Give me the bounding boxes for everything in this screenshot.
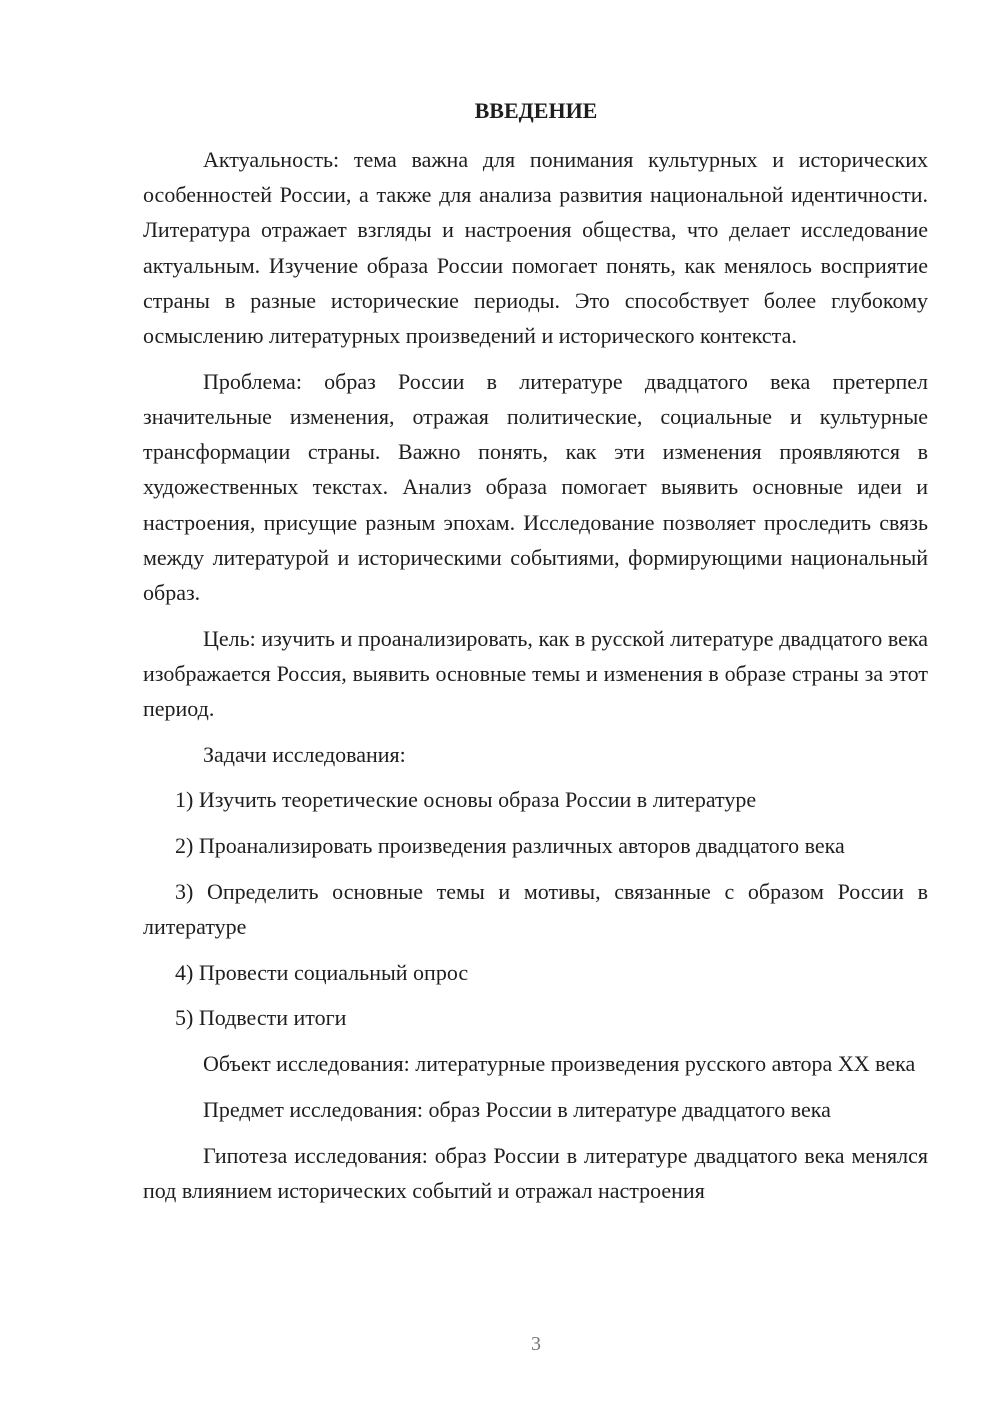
problem-paragraph: Проблема: образ России в литературе двадцатого века претерпел значительные изменения, отражая политические, социальные и культурные трансформации страны. Важно понять, как эти изменения проявляются в художественных текстах. Анализ образа помогает выявить основные идеи и настроения, присущие разным эпохам. Исследование позволяет проследить связь между литературой и историческими событиями, формирующими национальный образ. <box>143 368 928 605</box>
page-body <box>143 142 928 1218</box>
list-item: 5) Подвести итоги <box>175 1005 347 1031</box>
list-item: 2) Проанализировать произведения различных авторов двадцатого века <box>175 833 845 859</box>
hypothesis-paragraph: Гипотеза исследования: образ России в литературе двадцатого века менялся под влиянием исторических событий и отражал настроения <box>143 1142 928 1203</box>
relevance-paragraph: Актуальность: тема важна для понимания культурных и исторических особенностей России, а также для анализа развития национальной идентичности. Литература отражает взгляды и настроения общества, что делает исследование актуальным. Изучение образа России помогает понять, как менялось восприятие страны в разные исторические периоды. Это способствует более глубокому осмыслению литературных произведений и исторического контекста. <box>143 147 928 349</box>
list-item: 4) Провести социальный опрос <box>175 959 469 985</box>
object-paragraph: Объект исследования: литературные произведения русского автора XX века <box>203 1051 916 1077</box>
page-title: ВВЕДЕНИЕ <box>474 98 598 123</box>
list-item: 3) Определить основные темы и мотивы, связанные с образом России в литературе <box>143 878 928 940</box>
tasks-heading: Задачи исследования: <box>203 741 406 767</box>
page-number: 3 <box>531 1333 541 1355</box>
list-item: 1) Изучить теоретические основы образа России в литературе <box>175 787 757 813</box>
goal-paragraph: Цель: изучить и проанализировать, как в русской литературе двадцатого века изображается Россия, выявить основные темы и изменения в образе страны за этот период. <box>143 625 928 722</box>
subject-paragraph: Предмет исследования: образ России в литературе двадцатого века <box>203 1096 831 1122</box>
